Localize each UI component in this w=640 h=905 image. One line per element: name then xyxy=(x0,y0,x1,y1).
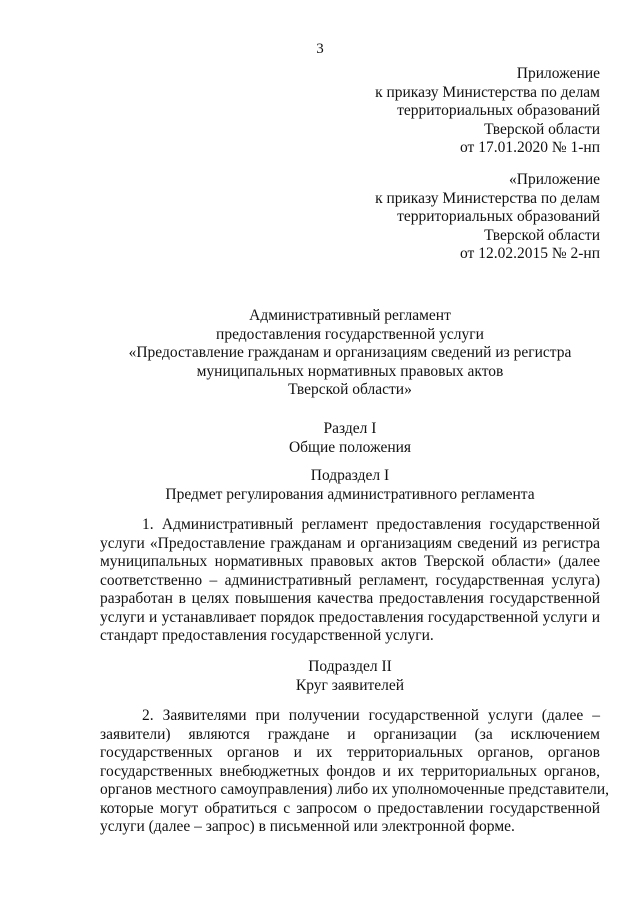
paragraph-line: услуги «Предоставление гражданам и организациям сведений из регистра xyxy=(100,534,600,552)
approval-line: территориальных образований xyxy=(397,208,600,225)
subsection-title: Предмет регулирования административного регламента xyxy=(165,486,535,503)
paragraph-1 xyxy=(100,516,600,646)
paragraph-line: муниципальных нормативных правовых актов Тверской области» (далее xyxy=(100,553,600,570)
title-line: Тверской области» xyxy=(288,381,412,398)
paragraph-line: заявители) являются граждане и организации (за исключением xyxy=(100,725,600,743)
approval-line: от 12.02.2015 № 2-нп xyxy=(460,245,600,262)
subsection-number: Подраздел I xyxy=(310,467,390,484)
paragraph-line: государственных органов и их территориальных органов, органов xyxy=(100,744,600,761)
paragraph-line: 1. Административный регламент предоставления государственной xyxy=(142,516,600,533)
approval-line: к приказу Министерства по делам xyxy=(375,83,600,101)
approval-line: территориальных образований xyxy=(397,102,600,119)
approval-line: к приказу Министерства по делам xyxy=(375,189,600,207)
section-number: Раздел I xyxy=(323,420,377,437)
paragraph-line: которые могут обратиться с запросом о предоставлении государственной xyxy=(100,799,600,817)
paragraph-line: органов местного самоуправления) либо их уполномоченные представители, xyxy=(100,781,610,798)
section-heading xyxy=(100,419,600,457)
paragraph-line: государственных внебюджетных фондов и их территориальных органов, xyxy=(100,762,600,780)
title-line: предоставления государственной услуги xyxy=(216,325,484,343)
paragraph-line: услуги и устанавливает порядок предоставления государственной услуги и xyxy=(100,608,600,626)
paragraph-line: разработан в целях повышения качества предоставления государственной xyxy=(100,590,600,607)
approval-stamp-previous xyxy=(340,171,600,264)
approval-line: Тверской области xyxy=(484,120,600,138)
paragraph-2 xyxy=(100,707,610,837)
document-title xyxy=(100,307,600,400)
title-line: «Предоставление гражданам и организациям сведений из регистра xyxy=(128,344,572,361)
section-title: Общие положения xyxy=(288,439,412,456)
approval-line: от 17.01.2020 № 1-нп xyxy=(460,139,600,156)
approval-stamp-current xyxy=(340,65,600,158)
title-line: Административный регламент xyxy=(249,307,451,324)
subsection-title: Круг заявителей xyxy=(295,677,405,694)
paragraph-line: услуги (далее – запрос) в письменной или электронной форме. xyxy=(100,818,515,835)
page-number: 3 xyxy=(316,41,324,57)
approval-line: Приложение xyxy=(516,65,600,82)
paragraph-line: стандарт предоставления государственной услуги. xyxy=(100,627,434,644)
subsection-heading xyxy=(100,466,600,504)
paragraph-line: 2. Заявителями при получении государственной услуги (далее – xyxy=(142,707,600,724)
paragraph-line: соответственно – административный регламент, государственная услуга) xyxy=(100,571,600,589)
subsection-heading xyxy=(100,657,600,695)
subsection-number: Подраздел II xyxy=(308,658,392,675)
approval-line: Тверской области xyxy=(484,226,600,244)
approval-line: «Приложение xyxy=(509,171,600,188)
title-line: муниципальных нормативных правовых актов xyxy=(196,362,504,380)
